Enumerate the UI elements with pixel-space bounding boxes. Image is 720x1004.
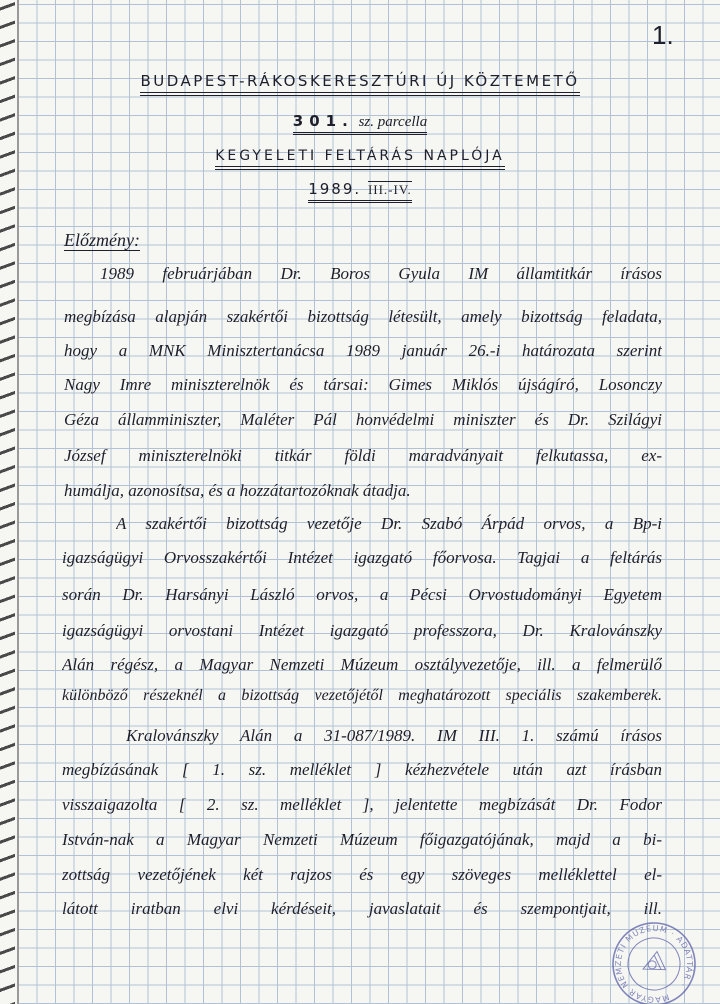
stamp-emblem-icon (639, 952, 666, 979)
stamp-text-path: MAGYAR NEMZETI MÚZEUM · ADATTÁR · (613, 923, 695, 1004)
body-line: Géza államminiszter, Maléter Pál honvédelmi miniszter és Dr. Szilágyi (64, 410, 662, 429)
page-number: 1. (652, 20, 674, 50)
cemetery-title: BUDAPEST-RÁKOSKERESZTÚRI ÚJ KÖZTEMETŐ (140, 72, 579, 96)
parcel-label: sz. parcella (358, 114, 428, 130)
parcel-number: 301. (292, 112, 354, 130)
parcel-heading (293, 112, 427, 135)
body-line: István-nak a Magyar Nemzeti Múzeum főigazgatójának, majd a bi- (62, 830, 662, 849)
date-months: III.-IV. (367, 182, 412, 197)
subtitle-line (0, 148, 720, 164)
body-line: József miniszterelnöki titkár földi maradványait felkutassa, ex- (64, 446, 662, 465)
body-line: különböző részeknél a bizottság vezetőjétől meghatározott speciális szakemberek. (62, 687, 662, 704)
body-line: hogy a MNK Minisztertanácsa 1989 január 26.-i határozata szerint (64, 341, 662, 360)
body-line: zottság vezetőjének két rajzos és egy szöveges melléklettel el- (62, 865, 662, 884)
section-heading: Előzmény: (64, 230, 140, 250)
body-line: megbízásának [ 1. sz. melléklet ] kézhezvétele után azt írásban (62, 760, 662, 779)
body-line: humálja, azonosítsa, és a hozzátartozóknak átadja. (64, 481, 411, 500)
body-line: látott iratban elvi kérdéseit, javaslatait és szempontjait, ill. (62, 899, 662, 918)
body-line: 1989 februárjában Dr. Boros Gyula IM államtitkár írásos (100, 264, 662, 283)
body-line: visszaigazolta [ 2. sz. melléklet ], jelentette megbízását Dr. Fodor (62, 795, 662, 814)
body-line: igazságügyi orvostani Intézet igazgató professzora, Dr. Kralovánszky (62, 621, 662, 640)
body-line: Nagy Imre miniszterelnök és társai: Gimes Miklós újságíró, Losonczy (64, 375, 662, 394)
date-line (0, 180, 720, 198)
body-line: Alán régész, a Magyar Nemzeti Múzeum osztályvezetője, ill. a felmerülő (62, 655, 662, 674)
stamp-text (600, 914, 708, 1004)
title-line (0, 72, 720, 90)
parcel-line (0, 112, 720, 131)
journal-subtitle: KEGYELETI FELTÁRÁS NAPLÓJA (215, 148, 505, 170)
body-line: megbízása alapján szakértői bizottság létesült, amely bizottság feladata, (64, 307, 662, 326)
body-line: során Dr. Harsányi László orvos, a Pécsi Orvostudományi Egyetem (62, 585, 662, 604)
date-heading (308, 180, 412, 203)
museum-stamp (596, 914, 718, 1004)
body-line: A szakértői bizottság vezetője Dr. Szabó Árpád orvos, a Bp-i (116, 514, 662, 533)
body-line: igazságügyi Orvosszakértői Intézet igazgató főorvosa. Tagjai a feltárás (62, 548, 662, 567)
body-line: Kralovánszky Alán a 31-087/1989. IM III. 1. számú írásos (126, 726, 662, 745)
date-year: 1989. (308, 180, 362, 198)
